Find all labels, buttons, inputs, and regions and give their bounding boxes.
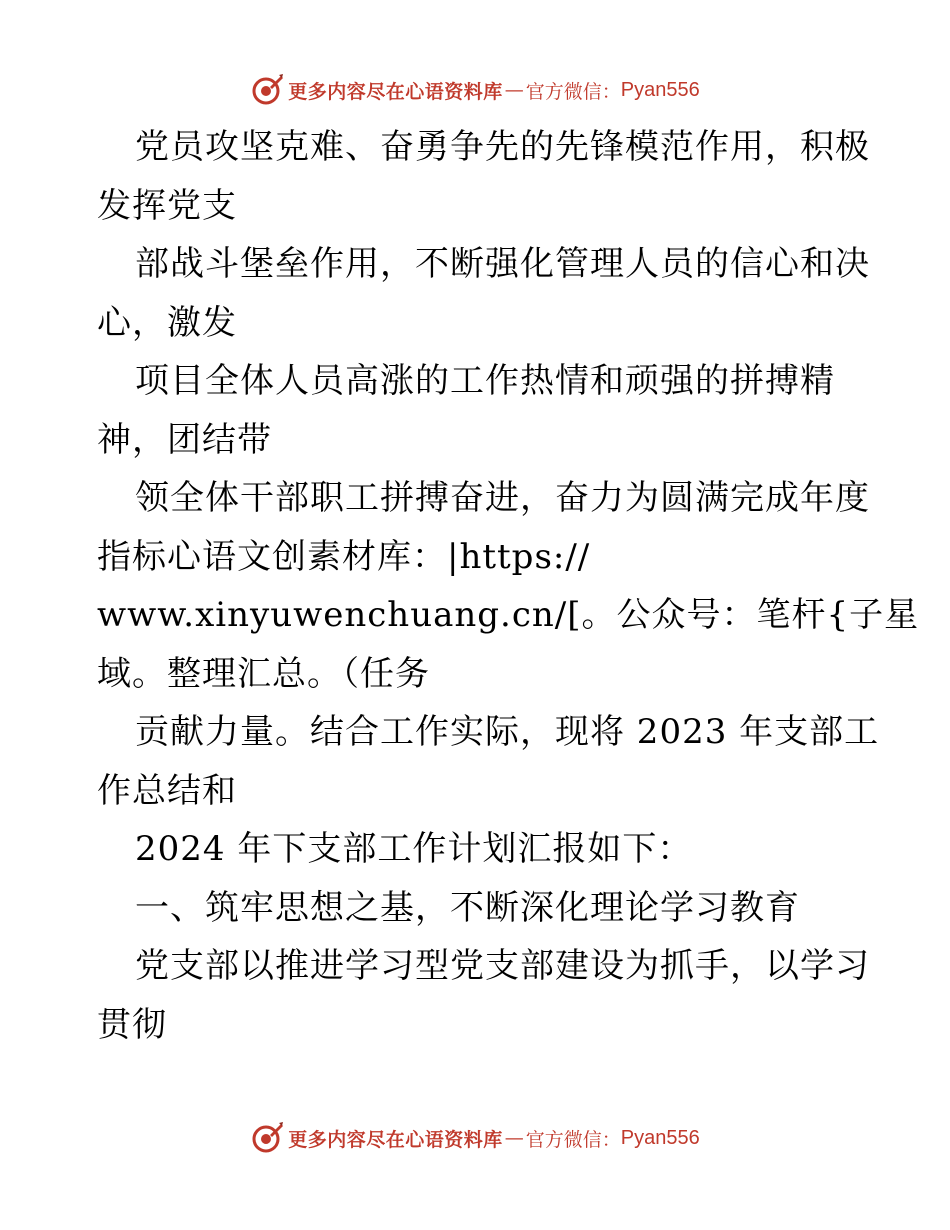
body-line-13: 2024 年下支部工作计划汇报如下： <box>135 829 693 869</box>
header-dash: — <box>504 79 524 101</box>
header-wechat-id: Pyan556 <box>620 78 700 101</box>
pen-circle-logo-icon <box>250 73 284 107</box>
body-line-1: 党员攻坚克难、奋勇争先的先锋模范作用，积极 <box>135 127 870 167</box>
body-line-6: 神，团结带 <box>97 419 272 460</box>
body-line-4: 心，激发 <box>97 302 237 343</box>
body-line-5: 项目全体人员高涨的工作热情和顽强的拼搏精 <box>135 361 835 401</box>
document-body <box>97 118 920 1054</box>
body-line-8: 指标心语文创素材库：|https:// <box>97 536 591 577</box>
body-line-12: 作总结和 <box>97 770 237 811</box>
header-wechat-label: 官方微信： <box>525 80 621 103</box>
footer-banner <box>0 1118 950 1158</box>
footer-wechat-id: Pyan556 <box>620 1126 700 1149</box>
body-line-10: 域。整理汇总。（任务 <box>97 653 430 694</box>
section-heading-1: 一、筑牢思想之基，不断深化理论学习教育 <box>135 887 800 928</box>
body-line-7: 领全体干部职工拼搏奋进，奋力为圆满完成年度 <box>135 478 870 518</box>
header-promo-text: 更多内容尽在心语资料库 <box>288 80 503 103</box>
body-line-9: www.xinyuwenchuang.cn/[。公众号：笔杆{子星 <box>97 595 920 635</box>
header-banner <box>0 70 950 110</box>
body-line-15: 党支部以推进学习型党支部建设为抓手，以学习 <box>135 946 870 986</box>
pen-circle-logo-icon <box>250 1121 284 1155</box>
body-line-16: 贯彻 <box>97 1004 167 1045</box>
footer-dash: — <box>504 1127 524 1149</box>
body-line-2: 发挥党支 <box>97 185 237 226</box>
body-line-3: 部战斗堡垒作用，不断强化管理人员的信心和决 <box>135 244 870 284</box>
body-line-11: 贡献力量。结合工作实际，现将 2023 年支部工 <box>135 712 880 752</box>
footer-promo-text: 更多内容尽在心语资料库 <box>288 1128 503 1151</box>
footer-wechat-label: 官方微信： <box>525 1128 621 1151</box>
